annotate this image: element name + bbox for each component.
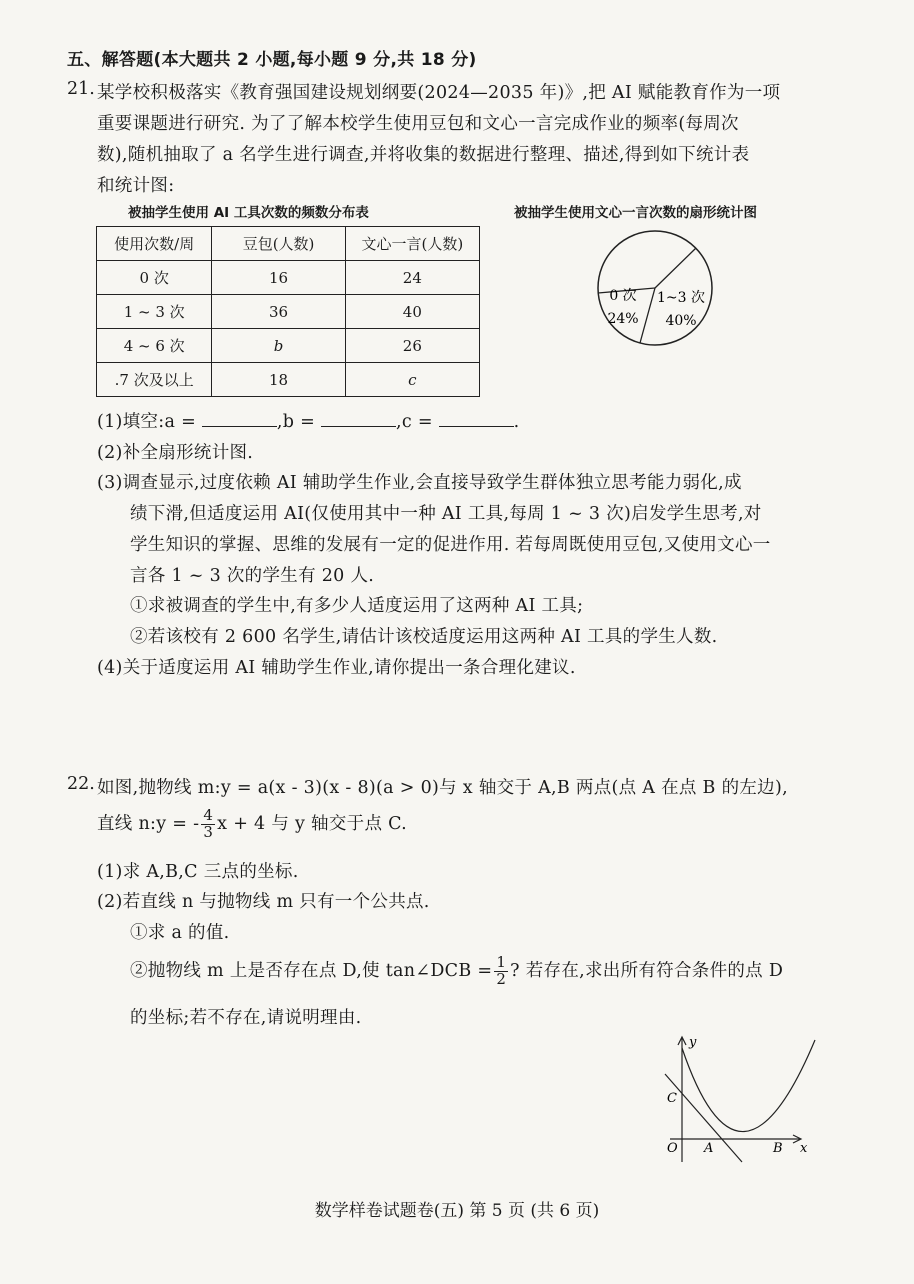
point-c-label: C	[667, 1091, 677, 1106]
pie-pct-zero: 24%	[607, 311, 639, 327]
fill-end: .	[513, 412, 520, 432]
table-cell: b	[212, 329, 345, 363]
q21-part-3-line-2: 绩下滑,但适度运用 AI(仅使用其中一种 AI 工具,每周 1 ~ 3 次)启发学生思考,对	[130, 504, 762, 524]
q22-part-2: (2)若直线 n 与抛物线 m 只有一个公共点.	[97, 892, 430, 912]
section-title: 五、解答题(本大题共 2 小题,每小题 9 分,共 18 分)	[67, 50, 477, 70]
q21-part-3-line-3: 学生知识的掌握、思维的发展有一定的促进作用. 若每周既使用豆包,又使用文心一	[130, 535, 771, 555]
q21-part-3-line-4: 言各 1 ~ 3 次的学生有 20 人.	[130, 566, 375, 586]
pie-chart	[590, 228, 720, 350]
answer-blank-a	[202, 410, 277, 427]
q22-stem-line-2	[97, 808, 407, 841]
table-cell: c	[345, 363, 479, 397]
q22-number: 22.	[67, 774, 95, 794]
pie-label-zero: 0 次	[609, 288, 637, 304]
table-cell: 18	[212, 363, 345, 397]
fill-a-label: (1)填空:a =	[97, 412, 197, 432]
tan-prefix: ②抛物线 m 上是否存在点 D,使 tan∠DCB =	[130, 960, 493, 981]
q21-part-1	[97, 408, 520, 433]
q21-part-2: (2)补全扇形统计图.	[97, 443, 254, 463]
q22-part-2-sub-1: ①求 a 的值.	[130, 923, 230, 943]
table-cell: 0 次	[97, 261, 212, 295]
fill-b-label: ,b =	[276, 412, 316, 432]
table-row	[97, 261, 480, 295]
pie-caption: 被抽学生使用文心一言次数的扇形统计图	[514, 205, 757, 221]
table-cell: .7 次及以上	[97, 363, 212, 397]
point-b-label: B	[773, 1141, 783, 1156]
q22-part-1: (1)求 A,B,C 三点的坐标.	[97, 862, 299, 882]
pie-label-one-three: 1~3 次	[657, 290, 705, 306]
q21-part-3-sub-1: ①求被调查的学生中,有多少人适度运用了这两种 AI 工具;	[130, 596, 584, 616]
q21-stem-line-3: 数),随机抽取了 a 名学生进行调查,并将收集的数据进行整理、描述,得到如下统计表	[97, 145, 750, 165]
header-cell: 豆包(人数)	[212, 227, 345, 261]
parabola-graph	[660, 1034, 820, 1164]
tan-suffix: ? 若存在,求出所有符合条件的点 D	[510, 960, 784, 981]
pie-divider	[640, 288, 655, 343]
table-row	[97, 363, 480, 397]
fraction-one-half	[494, 955, 508, 988]
origin-label: O	[667, 1141, 678, 1156]
table-cell: 24	[345, 261, 479, 295]
pie-pct-one-three: 40%	[665, 313, 697, 329]
answer-blank-b	[321, 410, 396, 427]
table-cell: 16	[212, 261, 345, 295]
q22-stem-line-1: 如图,抛物线 m:y = a(x - 3)(x - 8)(a > 0)与 x 轴交于 A,B 两点(点 A 在点 B 的左边),	[97, 778, 788, 798]
q21-part-3-sub-2: ②若该校有 2 600 名学生,请估计该校适度运用这两种 AI 工具的学生人数.	[130, 627, 718, 647]
fraction-numerator: 4	[203, 806, 214, 824]
q21-number: 21.	[67, 79, 95, 99]
y-axis-label: y	[689, 1035, 697, 1050]
point-a-label: A	[704, 1141, 714, 1156]
table-header-row	[97, 227, 480, 261]
q21-stem-line-1: 某学校积极落实《教育强国建设规划纲要(2024—2035 年)》,把 AI 赋能教育作为一项	[97, 83, 781, 103]
table-cell: 1 ~ 3 次	[97, 295, 212, 329]
pie-divider	[655, 248, 696, 288]
x-axis-label: x	[800, 1141, 808, 1156]
fraction-denominator: 2	[496, 969, 507, 988]
answer-blank-c	[439, 410, 514, 427]
table-row	[97, 329, 480, 363]
q21-stem-line-2: 重要课题进行研究. 为了了解本校学生使用豆包和文心一言完成作业的频率(每周次	[97, 114, 739, 134]
table-cell: 40	[345, 295, 479, 329]
fraction-numerator: 1	[496, 953, 507, 971]
table-cell: 36	[212, 295, 345, 329]
line-n-suffix: x + 4 与 y 轴交于点 C.	[217, 813, 408, 834]
page-footer: 数学样卷试题卷(五) 第 5 页 (共 6 页)	[314, 1201, 600, 1221]
q22-part-2-sub-2	[130, 955, 783, 988]
q21-part-4: (4)关于适度运用 AI 辅助学生作业,请你提出一条合理化建议.	[97, 658, 576, 678]
table-cell: 26	[345, 329, 479, 363]
q22-part-2-line-3: 的坐标;若不存在,请说明理由.	[130, 1008, 362, 1028]
frequency-table	[96, 226, 480, 397]
table-row	[97, 295, 480, 329]
table-cell: 4 ~ 6 次	[97, 329, 212, 363]
line-n-prefix: 直线 n:y = -	[97, 813, 200, 834]
q21-stem-line-4: 和统计图:	[97, 176, 175, 196]
parabola-m	[682, 1040, 815, 1132]
fill-c-label: ,c =	[396, 412, 433, 432]
table-caption: 被抽学生使用 AI 工具次数的频数分布表	[128, 205, 369, 221]
q21-part-3-line-1: (3)调查显示,过度依赖 AI 辅助学生作业,会直接导致学生群体独立思考能力弱化,成	[97, 473, 742, 493]
header-cell: 文心一言(人数)	[345, 227, 479, 261]
header-cell: 使用次数/周	[97, 227, 212, 261]
fraction-four-thirds	[201, 808, 215, 841]
fraction-denominator: 3	[203, 822, 214, 841]
